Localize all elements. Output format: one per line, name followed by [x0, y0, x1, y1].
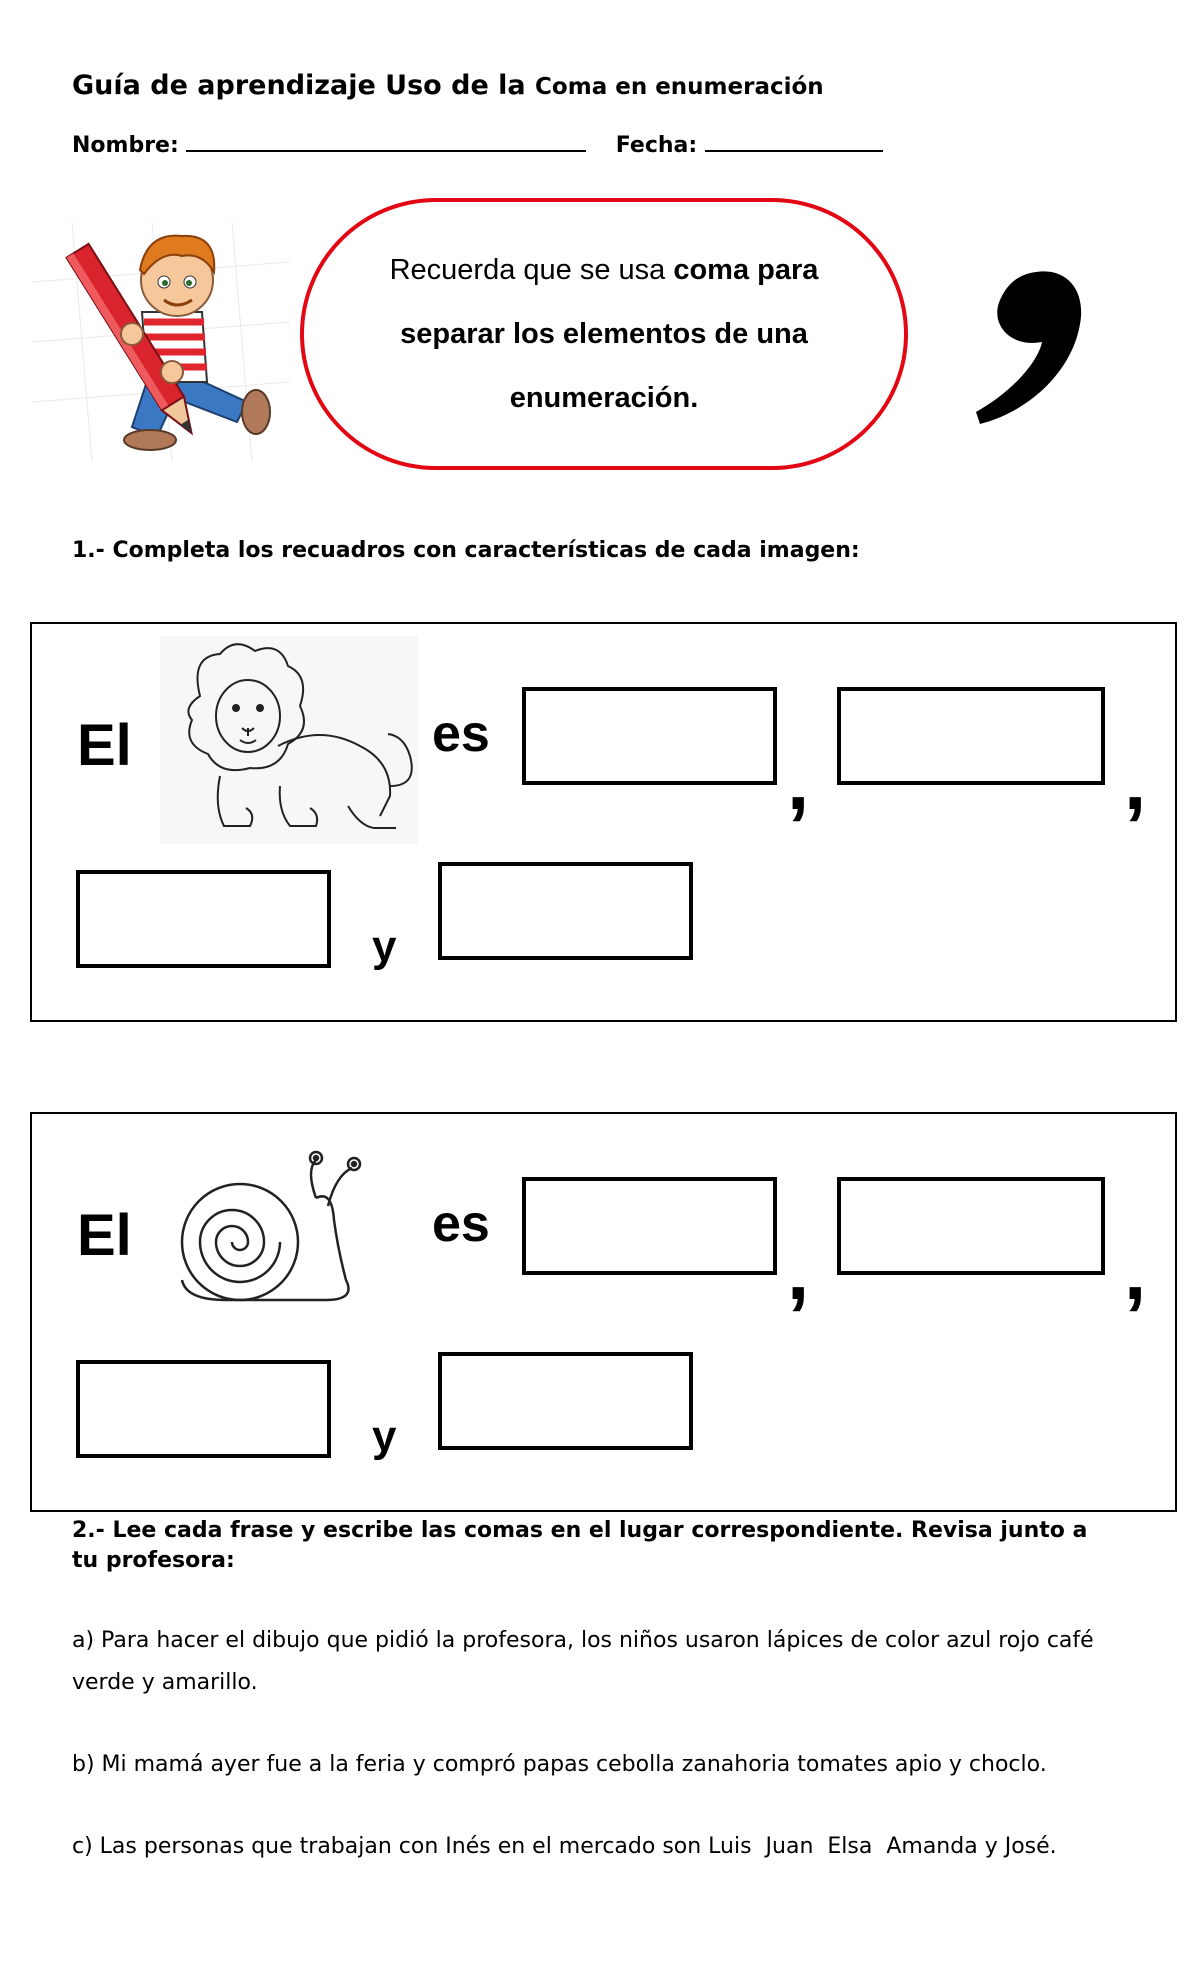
big-comma-icon — [968, 262, 1088, 432]
exercise-panel-snail — [30, 1112, 1177, 1512]
answer-box-2[interactable] — [837, 1177, 1105, 1275]
name-label: Nombre: — [72, 133, 179, 158]
snail-icon — [166, 1150, 386, 1310]
exercise2-instruction: 2.- Lee cada frase y escribe las comas en el lugar correspondiente. Revisa junto a tu profesora: — [72, 1518, 1088, 1573]
comma-mark-2: , — [1124, 1227, 1147, 1316]
sentence-b: b) Mi mamá ayer fue a la feria y compró papas cebolla zanahoria tomates apio y choclo. — [72, 1752, 1047, 1777]
article-label: El — [77, 1203, 132, 1268]
article-label: El — [77, 713, 132, 778]
boy-with-pencil-illustration — [32, 222, 290, 462]
date-field[interactable] — [705, 128, 883, 152]
answer-box-3[interactable] — [76, 870, 331, 968]
answer-box-4[interactable] — [438, 1352, 693, 1450]
title-sub: Coma en enumeración — [535, 74, 824, 100]
name-field[interactable] — [186, 128, 586, 152]
answer-box-1[interactable] — [522, 687, 777, 785]
lion-icon — [160, 636, 418, 844]
conjunction-label: y — [372, 922, 397, 971]
verb-label: es — [432, 705, 490, 763]
answer-box-2[interactable] — [837, 687, 1105, 785]
exercise1-instruction: 1.- Completa los recuadros con características de cada imagen: — [72, 538, 860, 563]
reminder-text-bold: coma para separar los elementos de una enumeración. — [400, 254, 819, 414]
reminder-bubble — [300, 198, 908, 470]
answer-box-1[interactable] — [522, 1177, 777, 1275]
sentence-a: a) Para hacer el dibujo que pidió la profesora, los niños usaron lápices de color azul rojo café verde y amarillo. — [72, 1628, 1094, 1695]
reminder-text-regular: Recuerda que se usa — [389, 254, 666, 286]
comma-mark-2: , — [1124, 737, 1147, 826]
exercise-panel-lion — [30, 622, 1177, 1022]
date-label: Fecha: — [615, 133, 698, 158]
reminder-text — [369, 238, 839, 430]
page-title — [72, 70, 824, 101]
name-date-line — [72, 128, 883, 158]
comma-mark-1: , — [787, 1227, 810, 1316]
answer-box-4[interactable] — [438, 862, 693, 960]
sentence-c: c) Las personas que trabajan con Inés en el mercado son Luis Juan Elsa Amanda y José. — [72, 1834, 1057, 1859]
comma-mark-1: , — [787, 737, 810, 826]
verb-label: es — [432, 1195, 490, 1253]
conjunction-label: y — [372, 1412, 397, 1461]
title-main: Guía de aprendizaje Uso de la — [72, 70, 526, 101]
answer-box-3[interactable] — [76, 1360, 331, 1458]
